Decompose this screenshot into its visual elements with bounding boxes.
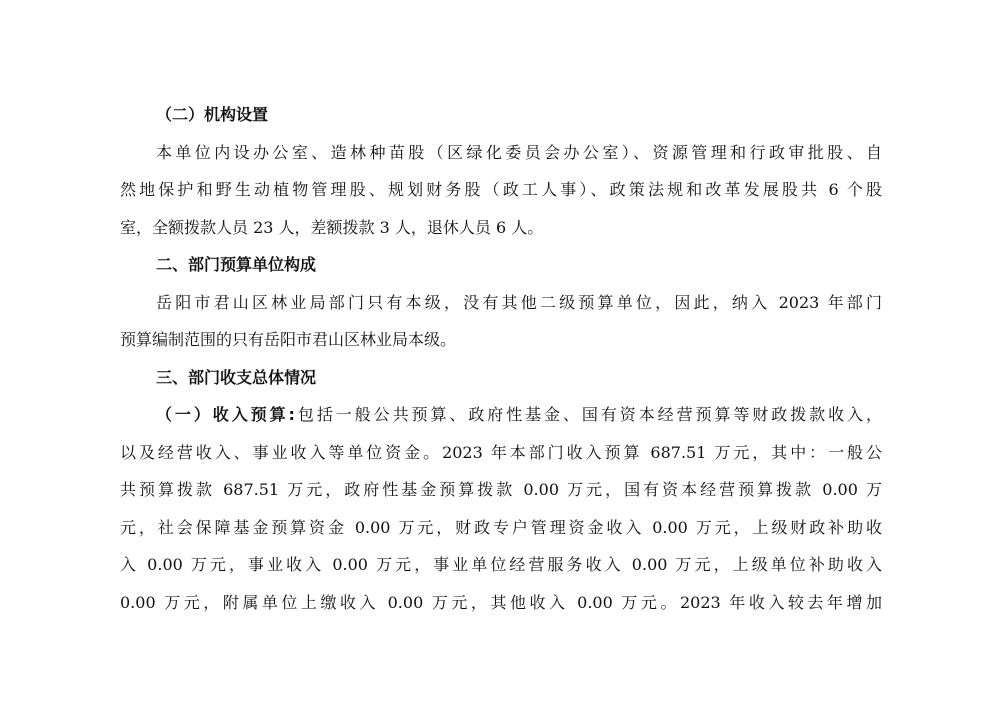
income-label: （一）收入预算: bbox=[156, 405, 295, 424]
paragraph-line: 元，社会保障基金预算资金 0.00 万元，财政专户管理资金收入 0.00 万元，上级财政补助收 bbox=[120, 517, 882, 537]
section-heading-units: 二、部门预算单位构成 bbox=[156, 255, 317, 274]
paragraph-line: 然地保护和野生动植物管理股、规划财务股（政工人事）、政策法规和改革发展股共 6 个股 bbox=[120, 180, 882, 199]
paragraph-line: 以及经营收入、事业收入等单位资金。2023 年本部门收入预算 687.51 万元，其中：一般公 bbox=[120, 442, 882, 462]
section-heading-overview: 三、部门收支总体情况 bbox=[156, 367, 317, 387]
paragraph-line: 岳阳市君山区林业局部门只有本级，没有其他二级预算单位，因此，纳入 2023 年部门 bbox=[156, 292, 882, 312]
paragraph-line: 本单位内设办公室、造林种苗股（区绿化委员会办公室）、资源管理和行政审批股、自 bbox=[156, 142, 882, 162]
income-text: 包括一般公共预算、政府性基金、国有资本经营预算等财政拨款收入， bbox=[294, 405, 882, 424]
paragraph-line: 入 0.00 万元，事业收入 0.00 万元，事业单位经营服务收入 0.00 万元，上级单位补助收入 bbox=[120, 555, 882, 574]
paragraph-line: 共预算拨款 687.51 万元，政府性基金预算拨款 0.00 万元，国有资本经营预算拨款 0.00 万 bbox=[120, 480, 882, 499]
paragraph-line-income bbox=[120, 396, 882, 434]
paragraph-line: 预算编制范围的只有岳阳市君山区林业局本级。 bbox=[120, 330, 457, 349]
document-page bbox=[120, 96, 882, 621]
paragraph-line: 0.00 万元，附属单位上缴收入 0.00 万元，其他收入 0.00 万元。2023 年收入较去年增加 bbox=[120, 592, 882, 612]
section-heading-org: （二）机构设置 bbox=[156, 105, 269, 124]
paragraph-line: 室，全额拨款人员 23 人，差额拨款 3 人，退休人员 6 人。 bbox=[120, 217, 544, 237]
